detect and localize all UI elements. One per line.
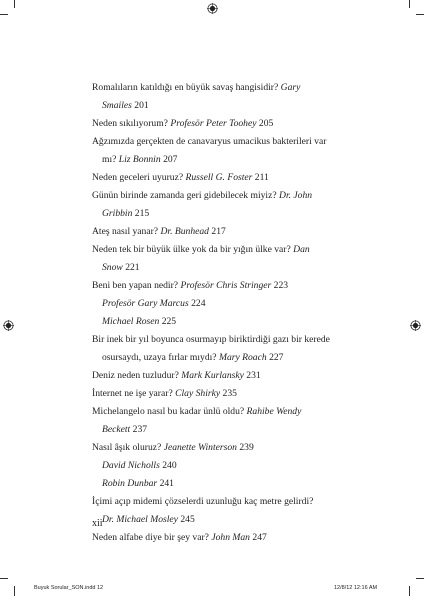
- toc-author: Profesör Gary Marcus: [102, 298, 189, 309]
- toc-question: Michelangelo nasıl bu kadar ünlü oldu?: [92, 406, 245, 417]
- toc-author: Profesör Peter Toohey: [170, 118, 257, 129]
- toc-author: Profesör Chris Stringer: [180, 280, 272, 291]
- toc-author: Snow: [102, 262, 123, 273]
- toc-entry: [102, 514, 195, 526]
- toc-question: Ağzımızda gerçekten de canavaryus umacikus bakterileri var: [92, 136, 327, 147]
- toc-author: Dr. Michael Mosley: [102, 514, 178, 525]
- crop-mark-bottom-left: [0, 578, 8, 579]
- toc-author: Michael Rosen: [102, 316, 160, 327]
- toc-page-number: 231: [246, 370, 261, 381]
- registration-mark-left-icon: [3, 320, 14, 331]
- toc-page-number: 237: [132, 424, 148, 435]
- toc-question: Neden alfabe diye bir şey var?: [92, 532, 209, 543]
- toc-entry: [102, 316, 176, 328]
- toc-author: Dr. John: [279, 190, 313, 201]
- toc-question: Ateş nasıl yanar?: [92, 226, 159, 237]
- toc-question: mı?: [102, 154, 117, 165]
- toc-page-number: 201: [134, 100, 149, 111]
- toc-question: Neden sıkılıyorum?: [92, 118, 168, 129]
- toc-entry: [102, 100, 149, 112]
- toc-entry: [92, 118, 273, 130]
- toc-page-number: 223: [273, 280, 289, 291]
- toc-question: Günün birinde zamanda geri gidebilecek miyiz?: [92, 190, 277, 201]
- slug-timestamp: 12/8/12 12:16 AM: [334, 585, 378, 591]
- toc-question: osursaydı, uzaya fırlar mıydı?: [102, 352, 217, 363]
- toc-entry: [92, 172, 269, 184]
- toc-entry: [92, 280, 288, 292]
- crop-mark-top-right: [416, 14, 424, 15]
- toc-question: Bir inek bir yıl boyunca osurmayıp biriktirdiği gazı bir kerede: [92, 334, 330, 345]
- slug-file-name: Buyuk Sorular_SON.indd 12: [34, 585, 104, 591]
- toc-entry: [102, 154, 177, 166]
- toc-page-number: 225: [161, 316, 177, 327]
- toc-author: Jeanette Winterson: [163, 442, 237, 453]
- toc-entry: [102, 460, 177, 472]
- page-number: xii: [92, 518, 103, 529]
- toc-entry: [92, 244, 310, 256]
- toc-author: Gribbin: [102, 208, 133, 219]
- toc-question: Neden tek bir büyük ülke yok da bir yığın ülke var?: [92, 244, 291, 255]
- crop-mark-bottom-left-v: [14, 586, 15, 596]
- toc-entry: [102, 478, 174, 490]
- toc-question: Nasıl âşık oluruz?: [92, 442, 162, 453]
- toc-page-number: 239: [239, 442, 254, 453]
- toc-question: İçimi açıp midemi çözselerdi uzunluğu kaç metre gelirdi?: [92, 496, 314, 507]
- toc-page-number: 207: [163, 154, 178, 165]
- crop-mark-top-right-v: [409, 0, 410, 8]
- toc-entry: [92, 136, 326, 148]
- toc-entry: [92, 334, 330, 346]
- toc-page-number: 211: [254, 172, 269, 183]
- toc-author: Gary: [280, 82, 301, 93]
- toc-entry: [92, 442, 254, 454]
- toc-page-number: 205: [258, 118, 274, 129]
- toc-page-number: 224: [191, 298, 206, 309]
- toc-author: John Man: [211, 532, 250, 543]
- crop-mark-bottom-right: [416, 578, 424, 579]
- toc-author: Liz Bonnin: [118, 154, 161, 165]
- toc-question: İnternet ne işe yarar?: [92, 388, 173, 399]
- toc-question: Romalıların katıldığı en büyük savaş hangisidir?: [92, 82, 279, 93]
- toc-entry: [92, 226, 226, 238]
- toc-author: Mark Kurlansky: [181, 370, 244, 381]
- toc-entry: [102, 352, 283, 364]
- toc-page-number: 221: [125, 262, 140, 273]
- toc-author: Dan: [293, 244, 310, 255]
- toc-page-number: 235: [222, 388, 237, 399]
- toc-entry: [102, 262, 140, 274]
- toc-entry: [92, 406, 301, 418]
- toc-entry: [102, 208, 149, 220]
- toc-entry: [92, 82, 300, 94]
- toc-page-number: 215: [134, 208, 150, 219]
- toc-question: Beni ben yapan nedir?: [92, 280, 179, 291]
- toc-page-number: 245: [180, 514, 195, 525]
- crop-mark-top-left-v: [14, 0, 15, 8]
- crop-mark-top-left: [0, 14, 8, 15]
- toc-entry: [92, 532, 267, 544]
- toc-entry: [92, 370, 261, 382]
- toc-author: Smailes: [102, 100, 132, 111]
- toc-page-number: 247: [252, 532, 267, 543]
- toc-page-number: 240: [162, 460, 177, 471]
- toc-page-number: 217: [211, 226, 226, 237]
- toc-author: David Nicholls: [102, 460, 160, 471]
- toc-entry: [92, 388, 237, 400]
- toc-author: Robin Dunbar: [102, 478, 158, 489]
- registration-mark-right-icon: [410, 320, 421, 331]
- toc-author: Mary Roach: [218, 352, 267, 363]
- toc-entry: [92, 496, 313, 508]
- toc-entry: [92, 190, 312, 202]
- toc-author: Beckett: [102, 424, 131, 435]
- toc-author: Dr. Bunhead: [160, 226, 209, 237]
- toc-author: Rahibe Wendy: [246, 406, 302, 417]
- toc-page-number: 241: [159, 478, 174, 489]
- crop-mark-bottom-right-v: [409, 586, 410, 596]
- toc-author: Clay Shirky: [175, 388, 221, 399]
- toc-page-number: 227: [269, 352, 284, 363]
- toc-question: Deniz neden tuzludur?: [92, 370, 179, 381]
- toc-author: Russell G. Foster: [185, 172, 253, 183]
- toc-question: Neden geceleri uyuruz?: [92, 172, 184, 183]
- toc-entry: [102, 298, 206, 310]
- registration-mark-top-icon: [207, 3, 218, 14]
- toc-entry: [102, 424, 147, 436]
